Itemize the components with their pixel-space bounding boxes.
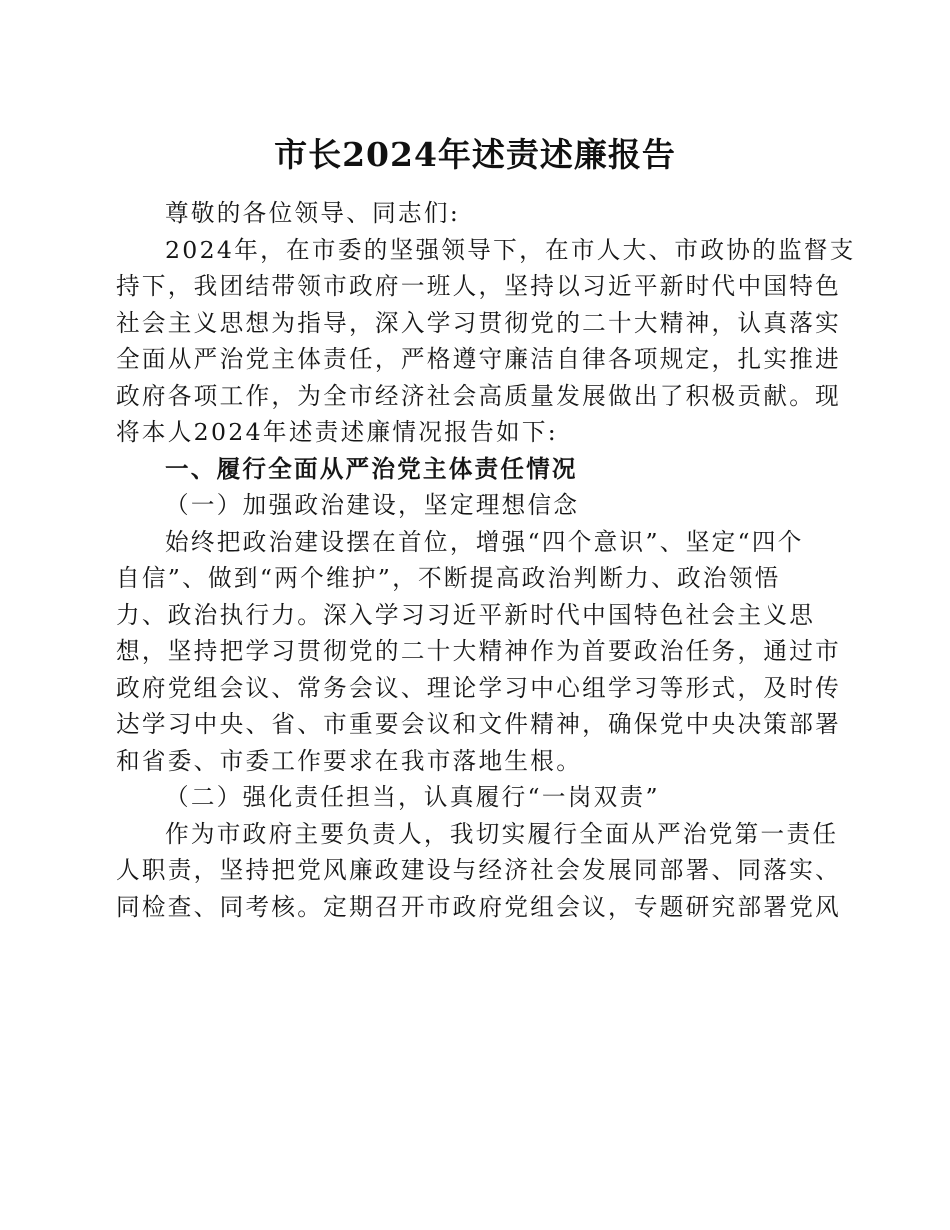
paragraph-line: 想，坚持把学习贯彻党的二十大精神作为首要政治任务，通过市 [116,637,842,665]
paragraph-line: 自信”、做到“两个维护”，不断提高政治判断力、政治领悟 [116,564,781,592]
paragraph-line: 人职责，坚持把党风廉政建设与经济社会发展同部署、同落实、 [116,856,842,884]
paragraph-line: 政府各项工作，为全市经济社会高质量发展做出了积极贡献。现 [116,381,842,410]
paragraph-line: 同检查、同考核。定期召开市政府党组会议，专题研究部署党风 [116,892,842,921]
paragraph-line: 持下，我团结带领市政府一班人，坚持以习近平新时代中国特色 [116,272,842,300]
paragraph-line: 将本人2024年述责述廉情况报告如下: [116,418,559,446]
subsection-heading: （二）强化责任担当，认真履行“一岗双责” [165,783,660,811]
subsection-heading: （一）加强政治建设，坚定理想信念 [165,491,580,519]
paragraph-line: 始终把政治建设摆在首位，增强“四个意识”、坚定“四个 [165,527,804,556]
paragraph-line: 力、政治执行力。深入学习习近平新时代中国特色社会主义思 [116,600,816,629]
paragraph-line: 达学习中央、省、市重要会议和文件精神，确保党中央决策部署 [116,710,842,738]
paragraph-line: 作为市政府主要负责人，我切实履行全面从严治党第一责任 [165,819,839,848]
paragraph-line: 政府党组会议、常务会议、理论学习中心组学习等形式，及时传 [116,673,842,702]
paragraph-line: 和省委、市委工作要求在我市落地生根。 [116,746,583,775]
document-body [116,195,856,925]
document-title: 市长2024年述责述廉报告 [274,135,676,174]
paragraph-line: 2024年，在市委的坚强领导下，在市人大、市政协的监督支 [165,235,856,264]
salutation: 尊敬的各位领导、同志们: [165,199,461,227]
section-heading: 一、履行全面从严治党主体责任情况 [165,454,578,483]
paragraph-line: 社会主义思想为指导，深入学习贯彻党的二十大精神，认真落实 [116,308,842,337]
paragraph-line: 全面从严治党主体责任，严格遵守廉洁自律各项规定，扎实推进 [116,345,842,373]
